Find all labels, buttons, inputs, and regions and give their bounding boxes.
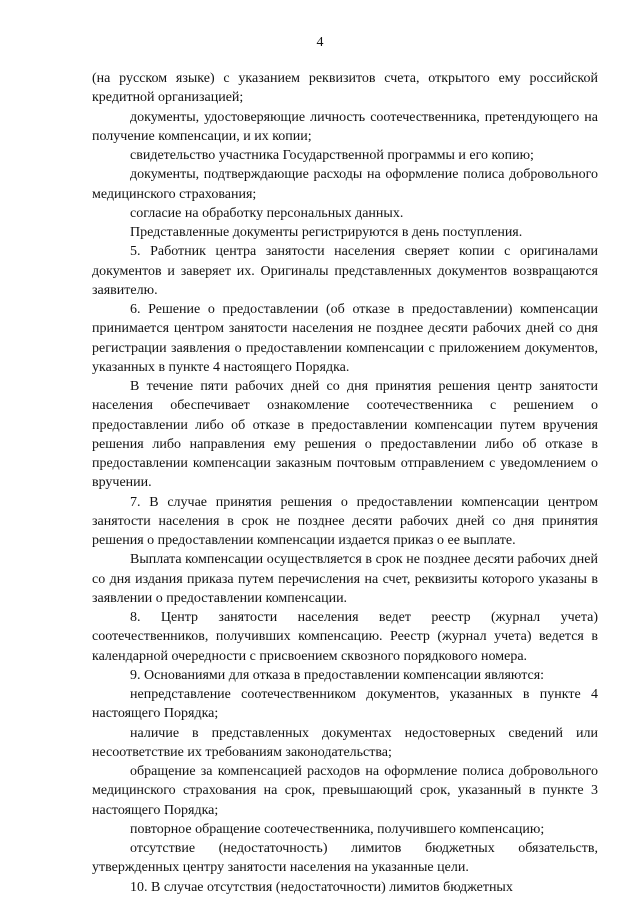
- paragraph-refusal-false-information: наличие в представленных документах недостоверных сведений или несоответствие их требованиям законодательства;: [92, 725, 598, 760]
- paragraph-personal-data-consent: согласие на обработку персональных данных.: [130, 205, 404, 221]
- paragraph-clause-9: 9. Основаниями для отказа в предоставлении компенсации являются:: [130, 667, 545, 683]
- paragraph-identity-documents: документы, удостоверяющие личность соотечественника, претендующего на получение компенсации, и их копии;: [92, 109, 598, 144]
- paragraph-clause-6: 6. Решение о предоставлении (об отказе в предоставлении) компенсации принимается центром занятости населения не позднее десяти рабочих дней со дня регистрации заявления о предоставлении компенсации с приложением документов, указанных в пункте 4 настоящего Порядка.: [92, 302, 598, 375]
- paragraph-clause-7-payment: Выплата компенсации осуществляется в срок не позднее десяти рабочих дней со дня издания приказа путем перечисления на счет, реквизиты которого указаны в заявлении о предоставлении компенсации.: [92, 552, 598, 606]
- paragraph-clause-5: 5. Работник центра занятости населения сверяет копии с оригиналами документов и заверяет их. Оригиналы представленных документов возвращаются заявителю.: [92, 244, 598, 298]
- paragraph-refusal-term-exceeded: обращение за компенсацией расходов на оформление полиса добровольного медицинского страхования на срок, превышающий срок, указанный в пункте 3 настоящего Порядка;: [92, 764, 598, 818]
- paragraph-bank-details: (на русском языке) с указанием реквизитов счета, открытого ему российской кредитной организацией;: [92, 71, 598, 106]
- paragraph-clause-10: 10. В случае отсутствия (недостаточности) лимитов бюджетных: [130, 879, 513, 895]
- paragraph-registration: Представленные документы регистрируются в день поступления.: [130, 225, 523, 240]
- paragraph-clause-7: 7. В случае принятия решения о предоставлении компенсации центром занятости населения в срок не позднее десяти рабочих дней со дня принятия решения о предоставлении компенсации издается приказ о ее выплате.: [92, 494, 598, 548]
- paragraph-refusal-missing-documents: непредставление соотечественником документов, указанных в пункте 4 настоящего Порядка;: [92, 687, 598, 722]
- paragraph-clause-6-notification: В течение пяти рабочих дней со дня принятия решения центр занятости населения обеспечивает ознакомление соотечественника с решением о предоставлении либо об отказе в предоставлении компенсации путем вручения решения либо направления ему решения о предоставлении либо об отказе в предоставлении компенсации заказным почтовым отправлением с уведомлением о вручении.: [92, 379, 598, 491]
- paragraph-refusal-budget-limits: отсутствие (недостаточность) лимитов бюджетных обязательств, утвержденных центру занятости населения на указанные цели.: [92, 841, 598, 876]
- paragraph-program-certificate: свидетельство участника Государственной программы и его копию;: [130, 148, 534, 163]
- paragraph-insurance-expenses: документы, подтверждающие расходы на оформление полиса добровольного медицинского страхования;: [92, 167, 598, 202]
- document-body: [92, 69, 598, 897]
- paragraph-clause-8: 8. Центр занятости населения ведет реестр (журнал учета) соотечественников, получивших компенсацию. Реестр (журнал учета) ведется в календарной очередности с присвоением сквозного порядкового номера.: [92, 610, 598, 664]
- page-number: 4: [316, 35, 324, 50]
- paragraph-refusal-repeat-request: повторное обращение соотечественника, получившего компенсацию;: [130, 821, 545, 837]
